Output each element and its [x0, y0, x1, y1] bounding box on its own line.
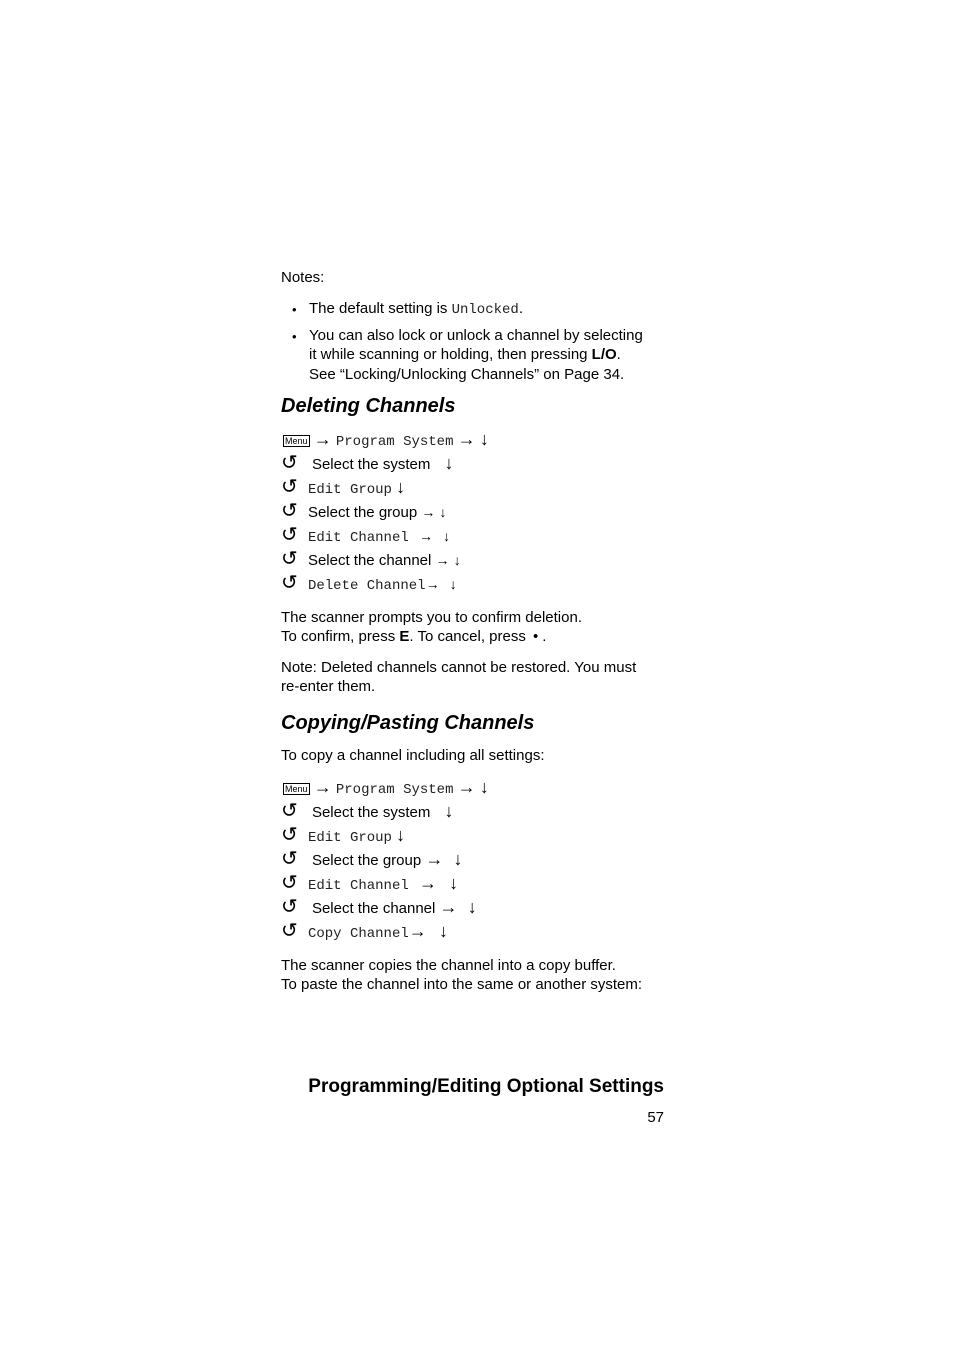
- bullet-dot: •: [292, 329, 297, 344]
- step-text: Select the system: [311, 456, 431, 473]
- down-arrow-icon: ↓: [396, 477, 406, 497]
- step-text: Select the channel: [307, 552, 432, 569]
- delete-step-2: [281, 478, 405, 500]
- down-arrow-icon: ↓: [444, 453, 454, 473]
- bullet-dot: •: [292, 302, 297, 317]
- confirm-text: .: [542, 628, 547, 645]
- delete-step-5: [281, 550, 461, 570]
- right-arrow-icon: →: [408, 921, 427, 941]
- page-number: 57: [647, 1109, 664, 1126]
- note-text: .: [518, 300, 523, 317]
- right-arrow-icon: →: [418, 873, 437, 893]
- copy-step-6: [281, 922, 448, 944]
- delete-note-line-2: re-enter them.: [281, 678, 376, 695]
- right-arrow-icon: →: [435, 552, 450, 568]
- note-lock-line3: See “Locking/Unlocking Channels” on Page 34.: [309, 366, 625, 383]
- delete-step-4: [281, 526, 450, 548]
- note-default-setting: [309, 299, 523, 320]
- rotate-dial-icon: ↺: [281, 848, 298, 870]
- copy-step-4: [281, 874, 458, 896]
- rotate-dial-icon: ↺: [281, 524, 298, 546]
- down-arrow-icon: ↓: [467, 897, 477, 917]
- down-arrow-icon: ↓: [439, 504, 447, 520]
- rotate-dial-icon: ↺: [281, 896, 298, 918]
- confirm-text: To confirm, press: [281, 628, 400, 645]
- step-text: Program System: [335, 782, 454, 798]
- step-text: Delete Channel: [307, 578, 426, 594]
- footer-section-title: Programming/Editing Optional Settings: [308, 1076, 664, 1097]
- down-arrow-icon: ↓: [443, 528, 451, 544]
- key-lo: L/O: [591, 346, 617, 363]
- menu-key: Menu: [285, 436, 308, 447]
- down-arrow-icon: ↓: [396, 825, 406, 845]
- right-arrow-icon: →: [457, 429, 476, 449]
- down-arrow-icon: ↓: [444, 801, 454, 821]
- code-unlocked: Unlocked: [451, 302, 519, 318]
- rotate-dial-icon: ↺: [281, 824, 298, 846]
- key-dot: •: [533, 628, 539, 645]
- section-title-deleting: Deleting Channels: [281, 395, 456, 417]
- right-arrow-icon: →: [425, 849, 444, 869]
- delete-step-6: [281, 574, 457, 596]
- step-text: Edit Channel: [307, 530, 409, 546]
- down-arrow-icon: ↓: [449, 873, 459, 893]
- copy-step-0: [283, 778, 489, 800]
- step-text: Select the system: [311, 804, 431, 821]
- right-arrow-icon: →: [425, 576, 440, 592]
- step-text: Edit Channel: [307, 878, 409, 894]
- note-lock-line1: You can also lock or unlock a channel by selecting: [309, 327, 643, 344]
- rotate-dial-icon: ↺: [281, 500, 298, 522]
- down-arrow-icon: ↓: [449, 576, 457, 592]
- right-arrow-icon: →: [313, 429, 332, 449]
- copy-step-5: [281, 898, 477, 918]
- down-arrow-icon: ↓: [453, 552, 461, 568]
- rotate-dial-icon: ↺: [281, 452, 298, 474]
- rotate-dial-icon: ↺: [281, 548, 298, 570]
- rotate-dial-icon: ↺: [281, 800, 298, 822]
- step-text: Edit Group: [307, 482, 392, 498]
- confirm-text: . To cancel, press: [409, 628, 531, 645]
- section-title-copying: Copying/Pasting Channels: [281, 712, 535, 734]
- confirm-line-1: The scanner prompts you to confirm deletion.: [281, 609, 582, 626]
- step-text: Edit Group: [307, 830, 392, 846]
- right-arrow-icon: →: [457, 777, 476, 797]
- delete-step-0: [283, 430, 489, 452]
- right-arrow-icon: →: [421, 504, 436, 520]
- copy-after-line-2: To paste the channel into the same or another system:: [281, 976, 643, 993]
- down-arrow-icon: ↓: [479, 777, 489, 797]
- right-arrow-icon: →: [439, 897, 458, 917]
- note-text: The default setting is: [309, 300, 452, 317]
- copy-step-3: [281, 850, 463, 870]
- copy-after-line-1: The scanner copies the channel into a copy buffer.: [281, 957, 616, 974]
- delete-step-1: [281, 454, 454, 474]
- down-arrow-icon: ↓: [479, 429, 489, 449]
- step-text: Copy Channel: [307, 926, 409, 942]
- note-lock-line2: [309, 345, 621, 364]
- copy-intro: To copy a channel including all settings:: [281, 747, 545, 764]
- step-text: Select the channel: [311, 900, 436, 917]
- copy-step-1: [281, 802, 454, 822]
- right-arrow-icon: →: [418, 528, 433, 544]
- rotate-dial-icon: ↺: [281, 572, 298, 594]
- rotate-dial-icon: ↺: [281, 920, 298, 942]
- delete-step-3: [281, 502, 447, 522]
- menu-key: Menu: [285, 784, 308, 795]
- step-text: Select the group: [307, 504, 418, 521]
- note-text: it while scanning or holding, then pressing: [309, 346, 592, 363]
- step-text: Select the group: [311, 852, 422, 869]
- notes-heading: Notes:: [281, 269, 325, 286]
- confirm-line-2: [281, 627, 546, 646]
- rotate-dial-icon: ↺: [281, 476, 298, 498]
- copy-step-2: [281, 826, 405, 848]
- key-e: E: [399, 628, 410, 645]
- step-text: Program System: [335, 434, 454, 450]
- note-text: .: [616, 346, 621, 363]
- down-arrow-icon: ↓: [438, 921, 448, 941]
- right-arrow-icon: →: [313, 777, 332, 797]
- down-arrow-icon: ↓: [453, 849, 463, 869]
- delete-note-line-1: Note: Deleted channels cannot be restored. You must: [281, 659, 637, 676]
- rotate-dial-icon: ↺: [281, 872, 298, 894]
